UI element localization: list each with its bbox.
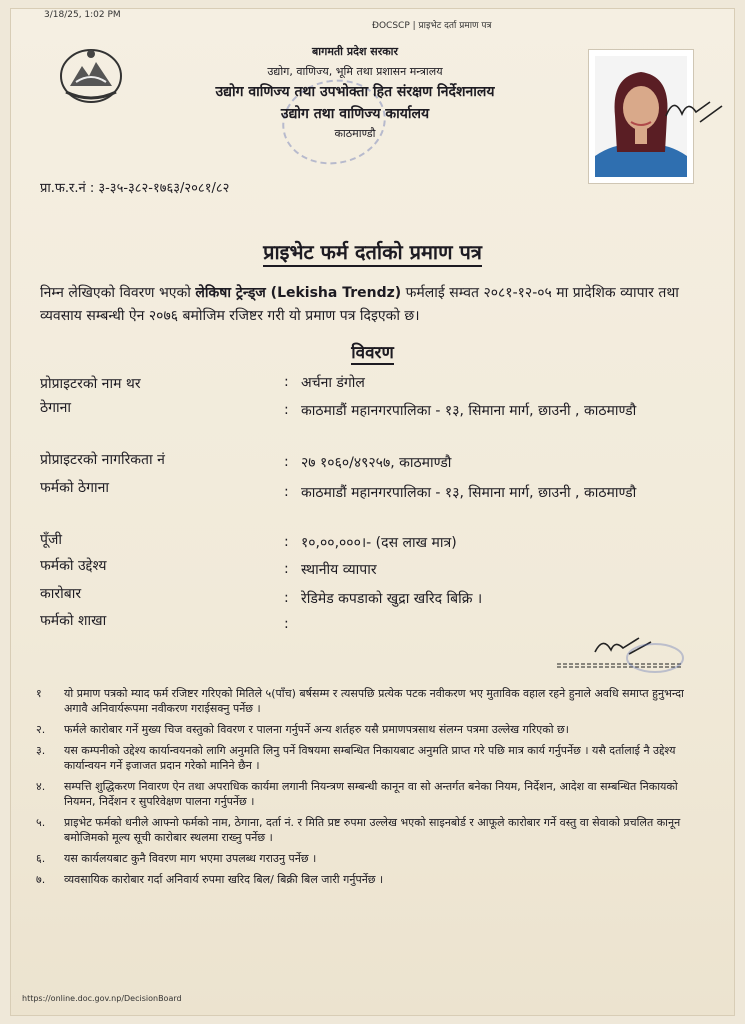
detail-label-address: ठेगाना bbox=[40, 400, 72, 416]
detail-colon: : bbox=[284, 484, 289, 500]
print-datetime: 3/18/25, 1:02 PM bbox=[44, 10, 121, 20]
note-number: २. bbox=[36, 723, 46, 736]
note-text: यस कम्पनीको उद्देश्य कार्यान्वयनको लागि अनुमति लिनु पर्ने विषयमा सम्बन्धित निकायबाट अनुमति प्राप्त गरे पछि मात्र कार्य गर्नुपर्नेछ । यसै दर्तालाई नै उद्देश्य कार्यान्वयन गर्ने इजाजत प्रदान गरेको मानिने छैन । bbox=[64, 744, 676, 772]
detail-value-business: रेडिमेड कपडाको खुद्रा खरिद बिक्रि । bbox=[301, 591, 483, 607]
note-item bbox=[36, 872, 696, 887]
note-item bbox=[36, 815, 696, 845]
intro-paragraph bbox=[40, 282, 720, 328]
detail-colon: : bbox=[284, 454, 289, 470]
detail-label-business: कारोबार bbox=[40, 586, 82, 602]
note-item bbox=[36, 722, 696, 737]
detail-value-capital: १०,००,०००।- (दस लाख मात्र) bbox=[301, 535, 457, 551]
registration-reference: प्रा.फ.र.नं : ३-३५-३८२-१७६३/२०८१/८२ bbox=[40, 181, 230, 196]
note-text: सम्पत्ति शुद्धिकरण निवारण ऐन तथा अपराधिक कार्यमा लगानी नियन्त्रण सम्बन्धी कानून वा सो अन्तर्गत बनेका नियम, निर्देशन, आदेश वा सम्बन्धित निकायको नियमन, निर्देशन र सुपरिवेक्षण पालना गर्नुपर्नेछ । bbox=[64, 780, 678, 808]
header-line-5: काठमाण्डौ bbox=[334, 127, 376, 140]
detail-value-objective: स्थानीय व्यापार bbox=[301, 562, 377, 578]
detail-colon: : bbox=[284, 590, 289, 606]
officer-signature-icon bbox=[555, 634, 685, 678]
firm-name: लेकिषा ट्रेन्ड्ज (Lekisha Trendz) bbox=[195, 285, 402, 301]
note-number: १ bbox=[36, 687, 42, 700]
note-item bbox=[36, 743, 696, 773]
certificate-title bbox=[0, 238, 745, 265]
header-line-2: उद्योग, वाणिज्य, भूमि तथा प्रशासन मन्त्रालय bbox=[267, 65, 443, 78]
government-emblem-icon bbox=[56, 42, 126, 106]
detail-label-objective: फर्मको उद्देश्य bbox=[40, 558, 107, 574]
footer-url-link[interactable]: https://online.doc.gov.np/DecisionBoard bbox=[22, 994, 182, 1003]
note-text: यो प्रमाण पत्रको म्याद फर्म रजिष्टर गरिएको मितिले ५(पाँच) बर्षसम्म र त्यसपछि प्रत्येक पटक नवीकरण भए मुताविक वहाल रहने हुनाले अवधि समाप्त हुनुभन्दा अगावै अनिवार्यरूपमा नवीकरण गराईसक्नु पर्नेछ । bbox=[64, 687, 684, 715]
header-line-3: उद्योग वाणिज्य तथा उपभोक्ता हित संरक्षण निर्देशनालय bbox=[215, 84, 495, 100]
header-line-1: बागमती प्रदेश सरकार bbox=[312, 45, 398, 58]
detail-colon: : bbox=[284, 561, 289, 577]
detail-colon: : bbox=[284, 616, 289, 632]
note-text: यस कार्यलयबाट कुनै विवरण माग भएमा उपलब्ध गराउनु पर्नेछ । bbox=[64, 852, 317, 865]
photo-signature-icon bbox=[660, 92, 730, 132]
note-number: ७. bbox=[36, 873, 46, 886]
note-text: प्राइभेट फर्मको धनीले आफ्नो फर्मको नाम, ठेगाना, दर्ता नं. र मिति प्रष्ट रुपमा उल्लेख भएको साइनबोर्ड र आफूले कारोबार गर्ने वस्तु वा सेवाको प्रचलित कानून बमोजिमको मूल्य सूची कारोबार स्थलमा राख्नु पर्नेछ । bbox=[64, 816, 681, 844]
detail-label-branch: फर्मको शाखा bbox=[40, 613, 107, 629]
print-system-title: ĐOCSCP | प्राइभेट दर्ता प्रमाण पत्र bbox=[372, 21, 492, 31]
detail-label-citizenship-no: प्रोप्राइटरको नागरिकता नं bbox=[40, 452, 165, 468]
detail-colon: : bbox=[284, 534, 289, 550]
note-text: व्यवसायिक कारोबार गर्दा अनिवार्य रुपमा खरिद बिल/ बिक्री बिल जारी गर्नुपर्नेछ । bbox=[64, 873, 384, 886]
note-item bbox=[36, 851, 696, 866]
intro-before: निम्न लेखिएको विवरण भएको bbox=[40, 285, 196, 301]
note-text: फर्मले कारोबार गर्ने मुख्य चिज वस्तुको विवरण र पालना गर्नुपर्ने अन्य शर्तहरु यसै प्रमाणपत्रसाथ संलग्न पत्रमा उल्लेख गरिएको छ। bbox=[64, 723, 569, 736]
detail-label-firm-address: फर्मको ठेगाना bbox=[40, 480, 110, 496]
note-number: ३. bbox=[36, 744, 46, 757]
details-section-title bbox=[0, 340, 745, 363]
detail-value-citizenship-no: २७ १०६०/४९२५७, काठमाण्डौ bbox=[301, 455, 452, 471]
header-line-4: उद्योग तथा वाणिज्य कार्यालय bbox=[280, 106, 430, 122]
note-number: ६. bbox=[36, 852, 46, 865]
note-item bbox=[36, 686, 696, 716]
certificate-title-text: प्राइभेट फर्म दर्ताको प्रमाण पत्र bbox=[263, 240, 482, 267]
note-number: ५. bbox=[36, 816, 46, 829]
detail-label-capital: पूँजी bbox=[40, 532, 62, 548]
details-section-title-text: विवरण bbox=[351, 343, 394, 363]
note-item bbox=[36, 779, 696, 809]
intro-after: फर्मलाई सम्वत २०८१-१२-०५ मा प्रादेशिक व्यापार तथा व्यवसाय सम्बन्धी ऐन २०७६ बमोजिम रजिष्टर गरी यो प्रमाण पत्र दिइएको छ। bbox=[40, 285, 679, 324]
note-number: ४. bbox=[36, 780, 46, 793]
detail-label-proprietor-name: प्रोप्राइटरको नाम थर bbox=[40, 376, 141, 392]
detail-value-firm-address: काठमाडौं महानगरपालिका - १३, सिमाना मार्ग, छाउनी , काठमाण्डौ bbox=[301, 485, 637, 501]
notes-list bbox=[36, 686, 696, 893]
detail-value-address: काठमाडौं महानगरपालिका - १३, सिमाना मार्ग, छाउनी , काठमाण्डौ bbox=[301, 403, 637, 419]
detail-colon: : bbox=[284, 402, 289, 418]
detail-colon: : bbox=[284, 374, 289, 390]
detail-value-proprietor-name: अर्चना डंगोल bbox=[301, 375, 365, 391]
